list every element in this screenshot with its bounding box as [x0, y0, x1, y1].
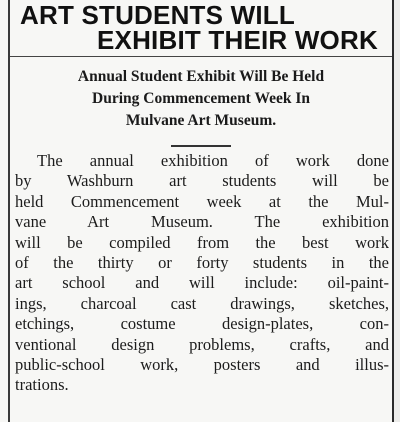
deck-line-2: During Commencement Week In: [92, 90, 310, 107]
column-left-rule: [8, 0, 10, 422]
page-margin: [394, 0, 400, 422]
body-line: held Commencement week at the Mul-: [15, 191, 389, 211]
body-line: art school and will include: oil-paint-: [15, 273, 389, 293]
body-line: trations.: [15, 375, 69, 395]
body-line: etchings, costume design-plates, con-: [15, 314, 389, 334]
deck-line-1: Annual Student Exhibit Will Be Held: [77, 68, 325, 85]
headline-line-2: EXHIBIT THEIR WORK: [97, 25, 378, 55]
headline-divider: [10, 56, 392, 57]
article-body: [15, 151, 389, 396]
deck-line-3: Mulvane Art Museum.: [125, 112, 277, 129]
body-line: public-school work, posters and illus-: [15, 354, 389, 374]
body-line: ings, charcoal cast drawings, sketches,: [15, 293, 389, 313]
headline-line-1: ART STUDENTS WILL: [20, 0, 295, 30]
body-line: will be compiled from the best work: [15, 232, 389, 252]
body-line: ventional design problems, crafts, and: [15, 334, 389, 354]
body-line: The annual exhibition of work done: [37, 151, 389, 170]
body-line: vane Art Museum. The exhibition: [15, 212, 389, 232]
body-line: of the thirty or forty students in the: [15, 252, 389, 272]
deck-divider: [171, 145, 231, 147]
body-line: by Washburn art students will be: [15, 171, 389, 191]
